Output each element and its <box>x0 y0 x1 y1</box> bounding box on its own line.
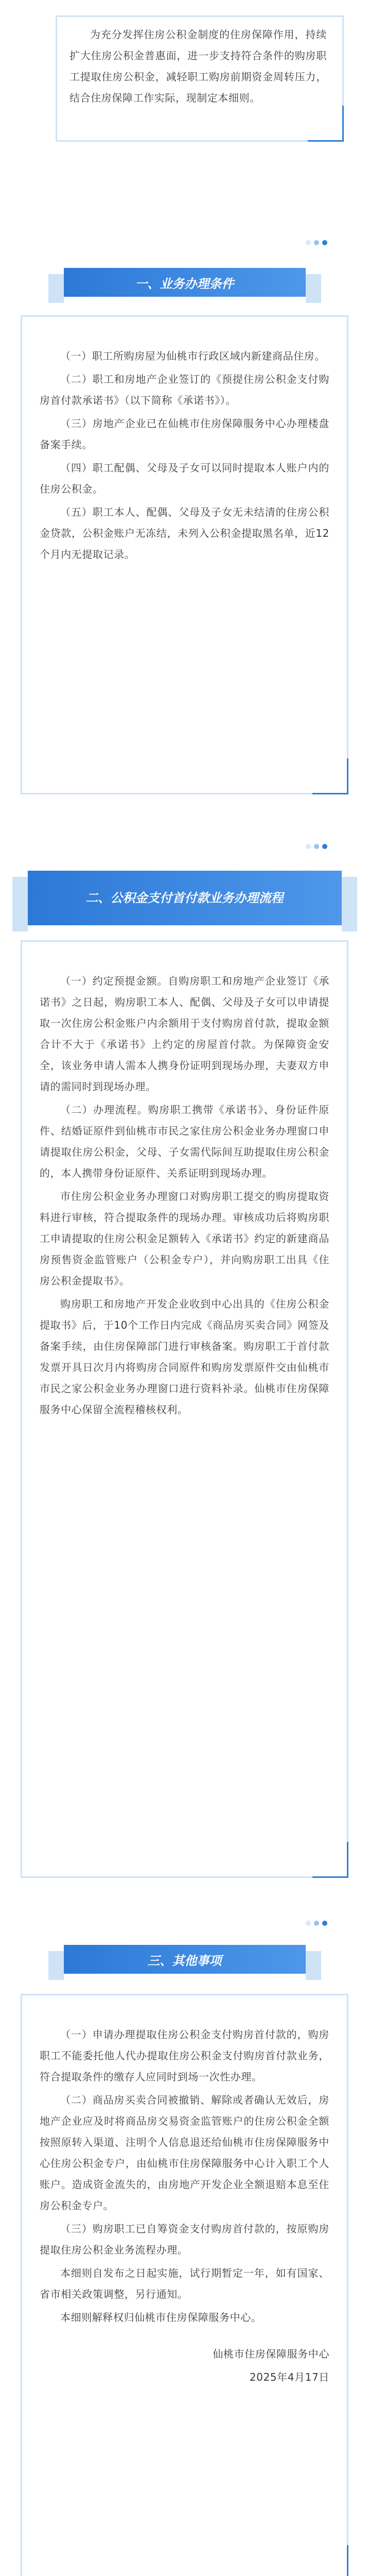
section3-item: （三）购房职工已自筹资金支付购房首付款的，按原购房提取住房公积金业务流程办理。 <box>40 2223 329 2256</box>
section3-item: （一）申请办理提取住房公积金支付购房首付款的，购房职工不能委托他人代办提取住房公积金支付购房首付款业务，符合提取条件的缴存人应同时到场一次性办理。 <box>40 2028 329 2083</box>
section3-panel <box>21 1994 348 2576</box>
section3-item: 本细则自发布之日起实施，试行期暂定一年，如有国家、省市相关政策调整，另行通知。 <box>40 2267 329 2300</box>
decorative-dots <box>306 1921 327 1926</box>
section1-item: （四）职工配偶、父母及子女可以同时提取本人账户内的住房公积金。 <box>40 462 329 495</box>
intro-text: 为充分发挥住房公积金制度的住房保障作用，持续扩大住房公积金普惠面，进一步支持符合条件的购房职工提取住房公积金，减轻职工购房前期资金周转压力，结合住房保障工作实际，现制定本细则。 <box>69 28 327 104</box>
decorative-dots <box>306 844 327 849</box>
section1-item: （二）职工和房地产企业签订的《预提住房公积金支付购房首付款承诺书》（以下简称《承诺书》）。 <box>40 373 329 406</box>
section1-item: （一）职工所购房屋为仙桃市行政区域内新建商品住房。 <box>60 350 325 362</box>
section2-item: （二）办理流程。购房职工携带《承诺书》、身份证件原件、结婚证原件到仙桃市市民之家住房公积金业务办理窗口申请提取住房公积金，父母、子女需代际间互助提取住房公积金的，本人携带身份证原件、关系证明到现场办理。 <box>40 1104 329 1179</box>
signature-date: 2025年4月17日 <box>249 2371 329 2383</box>
signature-org: 仙桃市住房保障服务中心 <box>213 2348 329 2360</box>
section3-item: 本细则解释权归仙桃市住房保障服务中心。 <box>60 2311 262 2324</box>
section2-title: 二、公积金支付首付款业务办理流程 <box>85 891 284 905</box>
section2-item: （一）约定预提金额。自购房职工和房地产企业签订《承诺书》之日起，购房职工本人、配偶、父母及子女可以申请提取一次住房公积金账户内余额用于支付购房首付款，提取金额合计不大于《承诺书》上约定的房屋首付款。为保障资金安全，该业务申请人需本人携身份证明到现场办理，夫妻双方申请的需同时到现场办理。 <box>40 975 329 1093</box>
decorative-dots <box>306 240 327 245</box>
section3-banner <box>64 1945 306 1974</box>
intro-panel <box>56 15 344 142</box>
section1-item: （三）房地产企业已在仙桃市住房保障服务中心办理楼盘备案手续。 <box>40 417 329 451</box>
section1-title: 一、业务办理条件 <box>135 276 234 291</box>
section2-item: 市住房公积金业务办理窗口对购房职工提交的购房提取资料进行审核，符合提取条件的现场办理。审核成功后将购房职工申请提取的住房公积金足额转入《承诺书》约定的新建商品房预售资金监管账户（公积金专户），并向购房职工出具《住房公积金提取书》。 <box>40 1190 329 1287</box>
section3-title: 三、其他事项 <box>147 1953 222 1968</box>
section1-banner <box>64 268 306 297</box>
section1-panel <box>21 315 348 794</box>
section2-panel <box>21 940 348 1878</box>
section3-item: （二）商品房买卖合同被撤销、解除或者确认无效后，房地产企业应及时将商品房交易资金监管账户的住房公积金全额按照原转入渠道、注明个人信息退还给仙桃市住房保障服务中心住房公积金专户，由仙桃市住房保障服务中心计入职工个人账户。造成资金流失的，由房地产开发企业全额退赔本息至住房公积金专户。 <box>40 2094 329 2212</box>
section1-item: （五）职工本人、配偶、父母及子女无未结清的住房公积金贷款，公积金账户无冻结，未列入公积金提取黑名单，近12个月内无提取记录。 <box>40 506 329 561</box>
section2-item: 购房职工和房地产开发企业收到中心出具的《住房公积金提取书》后，于10个工作日内完成《商品房买卖合同》网签及备案手续，由住房保障部门进行审核备案。购房职工于首付款发票开具日次月内将购房合同原件和购房发票原件交由仙桃市市民之家公积金业务办理窗口进行资料补录。仙桃市住房保障服务中心保留全流程稽核权利。 <box>40 1298 329 1416</box>
section2-banner <box>28 871 342 925</box>
